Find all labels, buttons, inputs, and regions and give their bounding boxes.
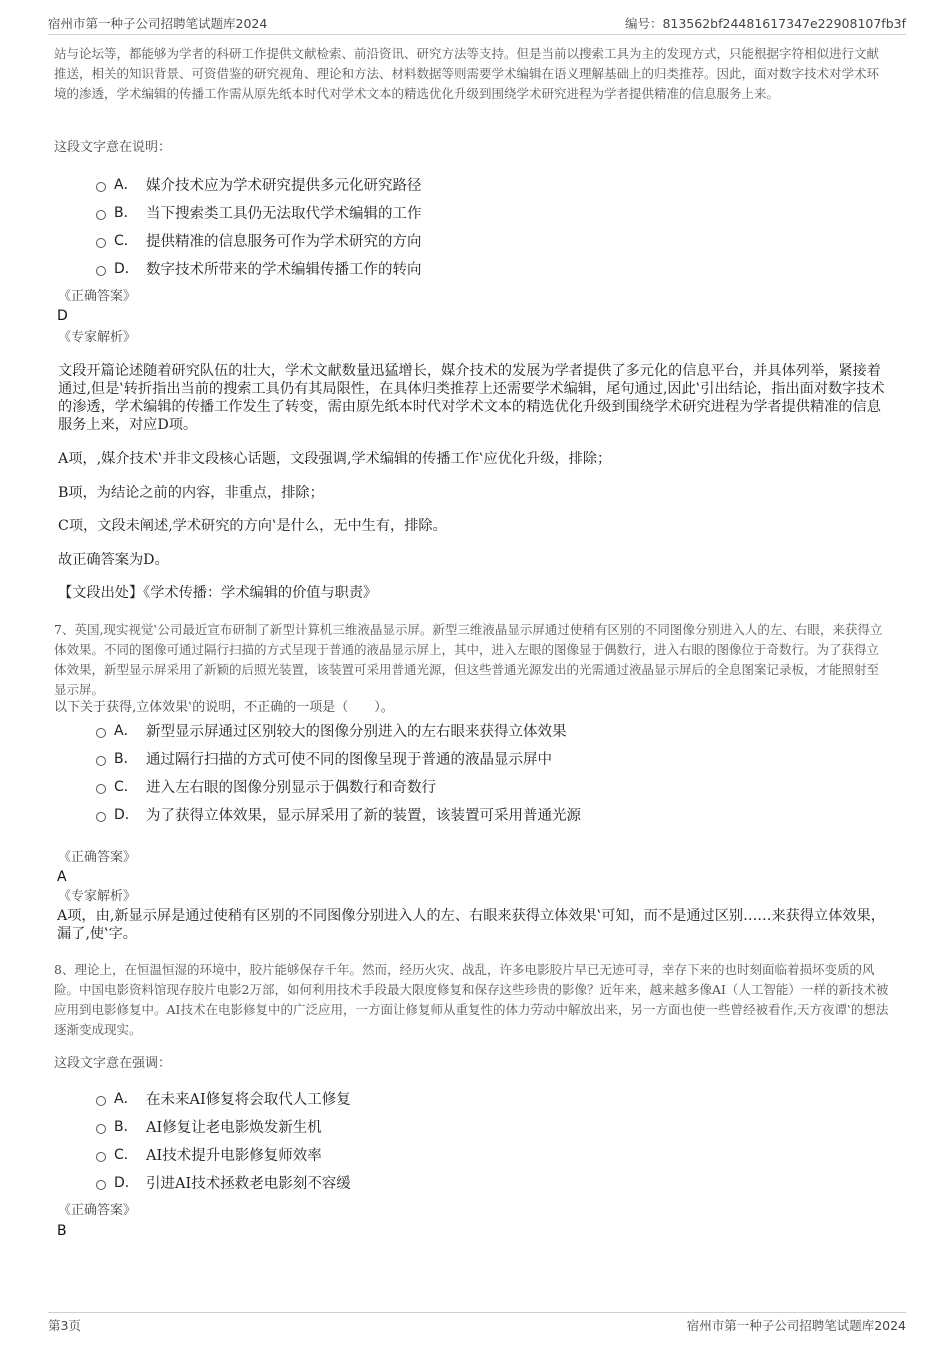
radio-icon[interactable] xyxy=(96,1152,106,1162)
radio-icon[interactable] xyxy=(96,756,106,766)
q7-stem: 以下关于获得‚立体效果‛的说明，不正确的一项是（ ）。 xyxy=(54,700,394,715)
radio-icon[interactable] xyxy=(96,238,106,248)
q7-option-d[interactable]: D． 为了获得立体效果，显示屏采用了新的装置，该装置可采用普通光源 xyxy=(96,800,856,828)
q7-answer: A xyxy=(57,869,67,885)
q8-option-d[interactable]: D． 引进AI技术拯救老电影刻不容缓 xyxy=(96,1168,856,1196)
q7-analysis-label: 《专家解析》 xyxy=(58,889,137,904)
radio-icon[interactable] xyxy=(96,728,106,738)
q6-analysis-label: 《专家解析》 xyxy=(58,330,137,345)
q6-answer-label: 《正确答案》 xyxy=(58,289,137,304)
q8-option-a[interactable]: A． 在未来AI修复将会取代人工修复 xyxy=(96,1084,856,1112)
q6-option-a[interactable]: A． 媒介技术应为学术研究提供多元化研究路径 xyxy=(96,170,856,198)
q8-option-b[interactable]: B． AI修复让老电影焕发新生机 xyxy=(96,1112,856,1140)
q6-analysis-b: B项，为结论之前的内容，非重点，排除； xyxy=(58,485,324,501)
page-header xyxy=(48,14,906,35)
radio-icon[interactable] xyxy=(96,1180,106,1190)
radio-icon[interactable] xyxy=(96,182,106,192)
q6-option-b[interactable]: B． 当下搜索类工具仍无法取代学术编辑的工作 xyxy=(96,198,856,226)
q7-options xyxy=(96,716,856,828)
q7-option-b[interactable]: B． 通过隔行扫描的方式可使不同的图像呈现于普通的液晶显示屏中 xyxy=(96,744,856,772)
radio-icon[interactable] xyxy=(96,266,106,276)
q6-analysis-main: 文段开篇论述随着研究队伍的壮大，学术文献数量迅猛增长，媒介技术的发展为学者提供了多元化的信息平台，并具体列举，紧接着通过‚但是‛转折指出当前的搜索工具仍有其局限性，在具体归类推荐上还需要学术编辑，尾句通过‚因此‛引出结论，指出面对数字技术的渗透，学术编辑的传播工作发生了转变，需由原先纸本时代对学术文本的精选优化升级到围绕学术研究进程为学者提供精准的信息服务上来，对应D项。 xyxy=(58,363,885,433)
q6-source: 【文段出处】《学术传播：学术编辑的价值与职责》 xyxy=(58,585,378,601)
radio-icon[interactable] xyxy=(96,1124,106,1134)
radio-icon[interactable] xyxy=(96,210,106,220)
q7-answer-label: 《正确答案》 xyxy=(58,850,137,865)
q6-option-d[interactable]: D． 数字技术所带来的学术编辑传播工作的转向 xyxy=(96,254,856,282)
q8-answer-label: 《正确答案》 xyxy=(58,1203,137,1218)
page-number: 第3页 xyxy=(48,1318,81,1333)
q6-answer: D xyxy=(57,308,68,324)
q6-analysis-a: A项，‚媒介技术‛并非文段核心话题，文段强调‚学术编辑的传播工作‛应优化升级，排除； xyxy=(58,451,612,467)
q6-option-c[interactable]: C． 提供精准的信息服务可作为学术研究的方向 xyxy=(96,226,856,254)
q7-analysis: A项，由‚新显示屏是通过使稍有区别的不同图像分别进入人的左、右眼来获得立体效果‛可知，而不是通过区别……来获得立体效果，漏了‚使‛字。 xyxy=(57,908,885,942)
radio-icon[interactable] xyxy=(96,812,106,822)
header-doc-id: 编号：813562bf24481617347e22908107fb3f xyxy=(624,16,906,31)
radio-icon[interactable] xyxy=(96,784,106,794)
q6-analysis-c: C项，文段未阐述‚学术研究的方向‛是什么，无中生有，排除。 xyxy=(58,518,447,534)
page-footer xyxy=(48,1312,906,1337)
header-title: 宿州市第一种子公司招聘笔试题库2024 xyxy=(48,16,268,31)
q8-options xyxy=(96,1084,856,1196)
q6-passage: 站与论坛等，都能够为学者的科研工作提供文献检索、前沿资讯、研究方法等支持。但是当前以搜索工具为主的发现方式，只能根据字符相似进行文献推送，相关的知识背景、可资借鉴的研究视角、理论和方法、材料数据等则需要学术编辑在语义理解基础上的归类推荐。因此，面对数字技术对学术环境的渗透，学术编辑的传播工作需从原先纸本时代对学术文本的精选优化升级到围绕学术研究进程为学者提供精准的信息服务上来。 xyxy=(54,46,880,101)
footer-title: 宿州市第一种子公司招聘笔试题库2024 xyxy=(686,1318,906,1333)
q8-stem: 这段文字意在强调： xyxy=(54,1056,172,1071)
q7-passage: 7、英国‚现实视觉‛公司最近宣布研制了新型计算机三维液晶显示屏。新型三维液晶显示屏通过使稍有区别的不同图像分别进入人的左、右眼，来获得立体效果。不同的图像可通过隔行扫描的方式呈现于普通的液晶显示屏上，其中，进入左眼的图像显于偶数行，进入右眼的图像位于奇数行。为了获得立体效果，新型显示屏采用了新颖的后照光装置，该装置可采用普通光源，但这些普通光源发出的光需通过液晶显示屏后的全息图案记录板，才能照射至显示屏。 xyxy=(54,622,883,697)
radio-icon[interactable] xyxy=(96,1096,106,1106)
q6-options xyxy=(96,170,856,282)
q7-option-a[interactable]: A． 新型显示屏通过区别较大的图像分别进入的左右眼来获得立体效果 xyxy=(96,716,856,744)
q6-stem: 这段文字意在说明： xyxy=(54,140,172,155)
q8-option-c[interactable]: C． AI技术提升电影修复师效率 xyxy=(96,1140,856,1168)
q8-answer: B xyxy=(57,1223,67,1239)
q8-passage: 8、理论上，在恒温恒湿的环境中，胶片能够保存千年。然而，经历火灾、战乱，许多电影胶片早已无迹可寻，幸存下来的也时刻面临着损坏变质的风险。中国电影资料馆现存胶片电影2万部，如何利用技术手段最大限度修复和保存这些珍贵的影像？近年来，越来越多像AI（人工智能）一样的新技术被应用到电影修复中。AI技术在电影修复中的广泛应用，一方面让修复师从重复性的体力劳动中解放出来，另一方面也使一些曾经被看作‚天方夜谭‛的想法逐渐变成现实。 xyxy=(54,962,889,1037)
q6-analysis-conclusion: 故正确答案为D。 xyxy=(58,552,169,568)
q7-option-c[interactable]: C． 进入左右眼的图像分别显示于偶数行和奇数行 xyxy=(96,772,856,800)
